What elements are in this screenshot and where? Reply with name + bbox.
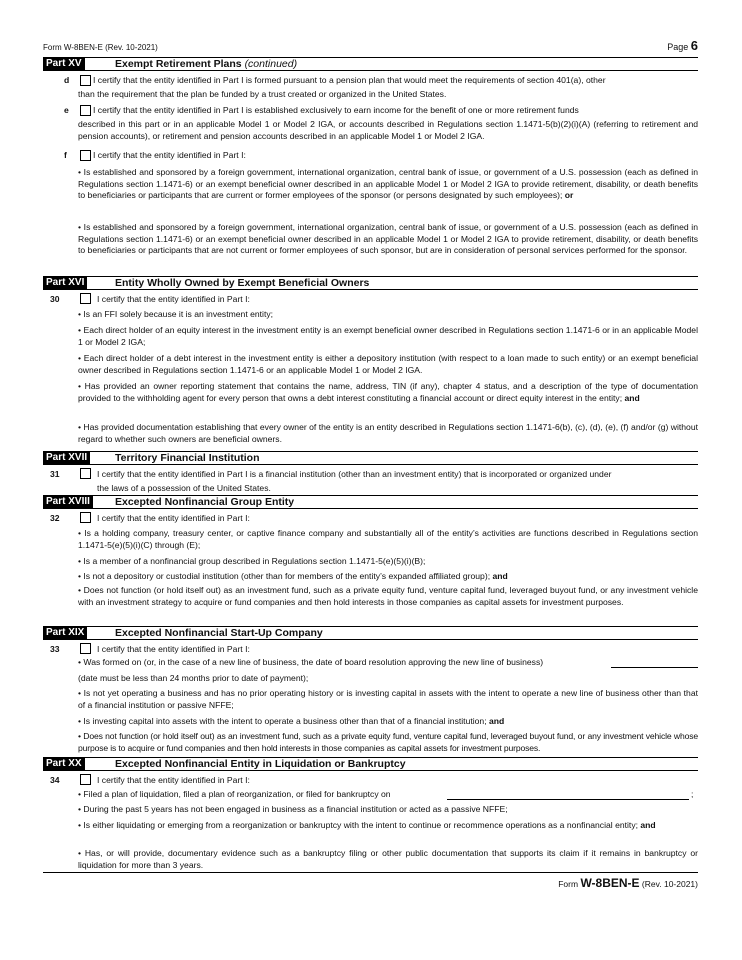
line-33-text: I certify that the entity identified in Part I: bbox=[97, 644, 250, 654]
part-tag: Part XIX bbox=[43, 627, 87, 639]
line-f-bullet-2: • Is established and sponsored by a foreign government, international organization, central bank of issue, or government of a U.S. possession (each as defined in Regulations section 1.1471-6) or an exempt beneficial owner described in an applicable Model 1 or Model 2 IGA to provide retirement, disability, or death benefits to beneficiaries or participants that are not current or former employees of such sponsor, but are in consideration of personal services performed for the sponsor. bbox=[78, 222, 698, 256]
line-33-bullet-3: • Is investing capital into assets with the intent to operate a business other than that of a financial institution; and bbox=[78, 716, 505, 726]
part-19-header bbox=[43, 626, 698, 640]
line-34-bullet-4: • Has, or will provide, documentary evidence such as a bankruptcy filing or other public documentation that supports its claim if it remains in bankruptcy or liquidation for more than 3 years. bbox=[78, 848, 698, 870]
line-32-text: I certify that the entity identified in Part I: bbox=[97, 513, 250, 523]
line-34-bullet-3: • Is either liquidating or emerging from a reorganization or bankruptcy with the intent to continue or recommence operations as a nonfinancial entity; and bbox=[78, 820, 656, 830]
line-30-bullet-4: • Has provided an owner reporting statement that contains the name, address, TIN (if any), chapter 4 status, and a description of the type of documentation provided to the withholding agent for every person that owns a debt interest constituting a financial account or direct equity interest in the entity; and bbox=[78, 381, 698, 403]
line-f-text: I certify that the entity identified in Part I: bbox=[93, 150, 246, 160]
part-18-header bbox=[43, 495, 698, 509]
line-30-bullet-1: • Is an FFI solely because it is an investment entity; bbox=[78, 309, 274, 319]
part-title: Entity Wholly Owned by Exempt Beneficial Owners bbox=[115, 277, 370, 289]
part-title: Excepted Nonfinancial Entity in Liquidation or Bankruptcy bbox=[115, 758, 406, 770]
part-title: Territory Financial Institution bbox=[115, 452, 260, 464]
line-d-text: I certify that the entity identified in Part I is formed pursuant to a pension plan that would meet the requirements of section 401(a), other bbox=[93, 75, 606, 85]
footer-form-id: Form W-8BEN-E (Rev. 10-2021) bbox=[558, 876, 698, 890]
part-title: Exempt Retirement Plans (continued) bbox=[115, 58, 298, 70]
line-32-bullet-2: • Is a member of a nonfinancial group described in Regulations section 1.1471-5(e)(5)(i)(B); bbox=[78, 556, 426, 566]
bankruptcy-date-field[interactable] bbox=[447, 799, 689, 800]
part-tag: Part XVII bbox=[43, 452, 90, 464]
line-34-bullet-2: • During the past 5 years has not been engaged in business as a financial institution or acted as a passive NFFE; bbox=[78, 804, 508, 814]
line-34-label: 34 bbox=[50, 775, 60, 785]
checkbox-32[interactable] bbox=[80, 512, 91, 523]
part-17-header bbox=[43, 451, 698, 465]
part-tag: Part XV bbox=[43, 58, 85, 70]
line-30-label: 30 bbox=[50, 294, 60, 304]
part-tag: Part XVIII bbox=[43, 496, 93, 508]
line-33-bullet-4: • Does not function (or hold itself out) as an investment fund, such as a private equity fund, venture capital fund, leveraged buyout fund, or any investment vehicle whose purpose is to acquire or fund companies and then hold interests in those companies as capital assets for investment purposes. bbox=[78, 731, 698, 753]
line-30-bullet-5: • Has provided documentation establishing that every owner of the entity is an entity described in Regulations section 1.1471-6(b), (c), (d), (e), (f) and/or (g) without regard to whether such owners are beneficial owners. bbox=[78, 422, 698, 444]
part-title: Excepted Nonfinancial Start-Up Company bbox=[115, 627, 323, 639]
checkbox-31[interactable] bbox=[80, 468, 91, 479]
line-32-bullet-4: • Does not function (or hold itself out) as an investment fund, such as a private equity fund, venture capital fund, leveraged buyout fund, or any investment vehicle with an investment strategy to acquire or fund companies and then hold interests in those companies as capital assets for investment purposes. bbox=[78, 585, 698, 607]
line-d-text-cont: than the requirement that the plan be funded by a trust created or organized in the United States. bbox=[78, 89, 447, 99]
line-33-label: 33 bbox=[50, 644, 60, 654]
line-31-text-cont: the laws of a possession of the United States. bbox=[97, 483, 271, 493]
part-title: Excepted Nonfinancial Group Entity bbox=[115, 496, 295, 508]
line-31-text: I certify that the entity identified in Part I is a financial institution (other than an investment entity) that is incorporated or organized under bbox=[97, 469, 612, 479]
line-e-text: I certify that the entity identified in Part I is established exclusively to earn income for the benefit of one or more retirement funds bbox=[93, 105, 579, 115]
line-30-bullet-3: • Each direct holder of a debt interest in the investment entity is either a depository institution (with respect to a loan made to such entity) or an exempt beneficial owner described in Regulations section 1.1471-6 or an applicable Model 1 or Model 2 IGA. bbox=[78, 353, 698, 375]
checkbox-30[interactable] bbox=[80, 293, 91, 304]
line-30-bullet-2: • Each direct holder of an equity interest in the investment entity is an exempt beneficial owner described in Regulations section 1.1471-6 or in an applicable Model 1 or Model 2 IGA; bbox=[78, 325, 698, 347]
line-31-label: 31 bbox=[50, 469, 60, 479]
checkbox-15f[interactable] bbox=[80, 150, 91, 161]
line-e-text-cont: described in this part or in an applicable Model 1 or Model 2 IGA, or accounts described in Regulations section 1.1471-5(b)(2)(i)(A) (referring to retirement and pension accounts), or retirement and pension accounts described in an applicable Model 1 or Model 2 IGA. bbox=[78, 119, 698, 141]
line-f-bullet-1: • Is established and sponsored by a foreign government, international organization, central bank of issue, or government of a U.S. possession (each as defined in Regulations section 1.1471-6) or an exempt beneficial owner described in an applicable Model 1 or Model 2 IGA to provide retirement, disability, or death benefits to beneficiaries or participants that are current or former employees of the sponsor (or persons designated by such employees); or bbox=[78, 167, 698, 201]
checkbox-15d[interactable] bbox=[80, 75, 91, 86]
part-tag: Part XVI bbox=[43, 277, 87, 289]
bottom-rule bbox=[43, 872, 698, 873]
line-33-bullet-2: • Is not yet operating a business and has no prior operating history or is investing capital in assets with the intent to operate a new line of business other than that of a financial institution or passive NFFE; bbox=[78, 688, 698, 710]
page-number: Page 6 bbox=[667, 38, 698, 53]
line-34-bullet-1: • Filed a plan of liquidation, filed a plan of reorganization, or filed for bankruptcy on bbox=[78, 789, 391, 799]
formation-date-field[interactable] bbox=[611, 667, 698, 668]
line-e-label: e bbox=[64, 105, 69, 115]
line-32-label: 32 bbox=[50, 513, 60, 523]
checkbox-34[interactable] bbox=[80, 774, 91, 785]
line-33-bullet-1: • Was formed on (or, in the case of a new line of business, the date of board resolution approving the new line of business) bbox=[78, 657, 544, 667]
line-32-bullet-3: • Is not a depository or custodial institution (other than for members of the entity’s expanded affiliated group); and bbox=[78, 571, 508, 581]
checkbox-15e[interactable] bbox=[80, 105, 91, 116]
line-30-text: I certify that the entity identified in Part I: bbox=[97, 294, 250, 304]
line-f-label: f bbox=[64, 150, 67, 160]
part-15-header bbox=[43, 57, 698, 71]
line-34-text: I certify that the entity identified in Part I: bbox=[97, 775, 250, 785]
part-tag: Part XX bbox=[43, 758, 85, 770]
line-d-label: d bbox=[64, 75, 70, 85]
line-33-bullet-1-note: (date must be less than 24 months prior to date of payment); bbox=[78, 673, 309, 683]
line-32-bullet-1: • Is a holding company, treasury center, or captive finance company and substantially all of the entity’s activities are functions described in Regulations section 1.1471-5(e)(5)(i)(C) through (E); bbox=[78, 528, 698, 550]
form-id: Form W-8BEN-E (Rev. 10-2021) bbox=[43, 43, 158, 52]
line-34-bullet-1-end: ; bbox=[691, 789, 694, 799]
checkbox-33[interactable] bbox=[80, 643, 91, 654]
part-20-header bbox=[43, 757, 698, 771]
part-16-header bbox=[43, 276, 698, 290]
